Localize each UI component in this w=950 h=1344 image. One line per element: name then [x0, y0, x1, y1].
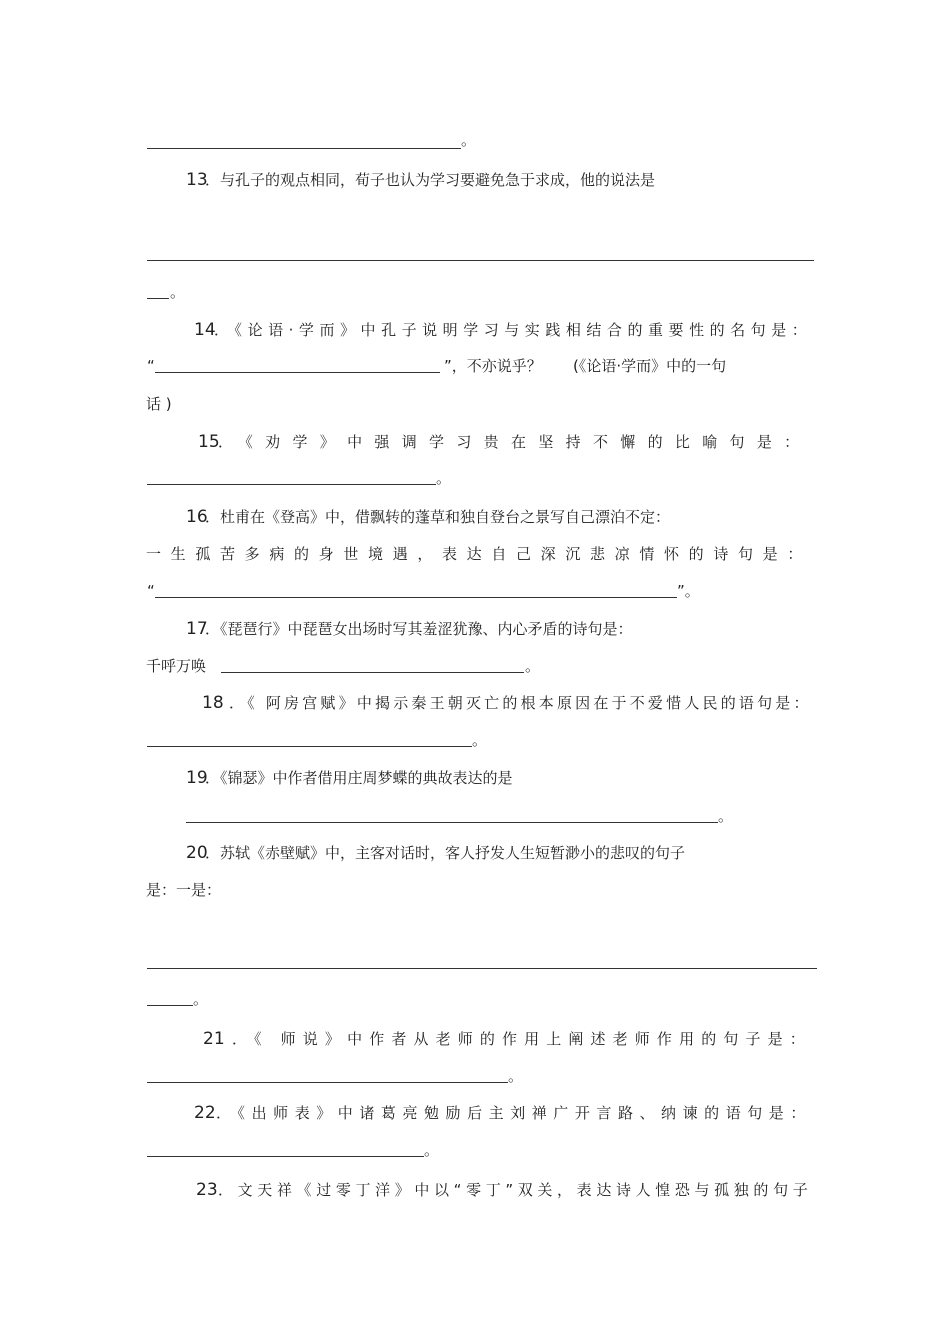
question-14-line2: [0, 354, 950, 378]
answer-blank[interactable]: [186, 804, 718, 823]
answer-line-13a: [0, 242, 950, 266]
question-21-line2: [0, 1064, 950, 1088]
question-number: 19: [186, 768, 208, 788]
question-text: ．《出师表》中诸葛亮勉励后主刘禅广开言路、纳谏的语句是：: [216, 1104, 812, 1122]
question-number: 20: [186, 843, 208, 863]
question-22-line2: [0, 1138, 950, 1162]
question-15-line2: [0, 466, 950, 490]
period-mark: 。: [424, 1141, 440, 1159]
quote-continuation: ”，不亦说乎？: [444, 357, 542, 375]
question-17: [0, 617, 950, 641]
answer-line-20b: [0, 987, 950, 1011]
source-note-tail: 话 ): [146, 395, 172, 413]
question-number: 14: [194, 320, 216, 340]
question-number: 13: [186, 170, 208, 190]
answer-line-20a: [0, 950, 950, 974]
quoted-prefix: 千呼万唤: [146, 657, 207, 675]
question-text: ．《劝学》中强调学习贵在坚持不懈的比喻句是：: [218, 433, 812, 451]
answer-blank[interactable]: [221, 654, 524, 673]
period-mark: 。: [461, 131, 477, 149]
question-18: [0, 691, 950, 715]
answer-blank[interactable]: [147, 130, 461, 149]
question-20: [0, 841, 950, 865]
period-mark: 。: [718, 807, 734, 825]
question-number: 18: [202, 693, 224, 713]
question-22: [0, 1101, 950, 1125]
question-text: ．《论语·学而》中孔子说明学习与实践相结合的重要性的名句是：: [214, 321, 813, 339]
question-text: 是：一是：: [146, 881, 222, 899]
answer-blank[interactable]: [147, 950, 817, 969]
period-mark: 。: [525, 657, 541, 675]
question-13: [0, 168, 950, 192]
question-text: ．文天祥《过零丁洋》中以“零丁”双关，表达诗人惶恐与孤独的句子: [218, 1181, 813, 1199]
answer-blank[interactable]: [147, 1138, 424, 1157]
question-23: [0, 1178, 950, 1202]
question-21: [0, 1027, 950, 1051]
period-mark: 。: [170, 283, 186, 301]
question-number: 22: [194, 1103, 216, 1123]
question-text: ．《锦瑟》中作者借用庄周梦蝶的典故表达的是: [205, 769, 513, 787]
period-mark: 。: [193, 990, 209, 1008]
source-note: (《论语·学而》中的一句: [573, 357, 727, 375]
question-16-line2: [0, 542, 950, 566]
answer-blank[interactable]: [147, 728, 472, 747]
period-mark: 。: [508, 1067, 524, 1085]
question-text: ．苏轼《赤壁赋》中，主客对话时，客人抒发人生短暂渺小的悲叹的句子: [205, 844, 686, 862]
answer-blank[interactable]: [147, 280, 169, 299]
question-18-line2: [0, 728, 950, 752]
question-14-line3: [0, 392, 950, 416]
question-number: 23: [196, 1180, 218, 1200]
question-text: ．《 师说》中作者从老师的作用上阐述老师作用的句子是：: [232, 1030, 812, 1048]
answer-blank[interactable]: [155, 354, 440, 373]
answer-blank[interactable]: [147, 987, 193, 1006]
question-text: 一生孤苦多病的身世境遇，表达自己深沉悲凉情怀的诗句是：: [146, 545, 813, 563]
question-20-line2: [0, 878, 950, 902]
question-number: 16: [186, 507, 208, 527]
question-16: [0, 505, 950, 529]
answer-line-12: [0, 128, 950, 152]
open-quote: “: [147, 357, 155, 375]
question-17-line2: [0, 654, 950, 678]
question-number: 17: [186, 619, 208, 639]
answer-line-13b: [0, 280, 950, 304]
period-mark: 。: [472, 731, 488, 749]
question-14: [0, 318, 950, 342]
open-quote: “: [147, 582, 155, 600]
period-mark: 。: [436, 469, 452, 487]
question-text: ．《 阿房宫赋》中揭示秦王朝灭亡的根本原因在于不爱惜人民的语句是：: [229, 694, 812, 712]
question-number: 21: [203, 1029, 225, 1049]
close-quote: ”。: [677, 582, 700, 600]
answer-blank[interactable]: [147, 1064, 508, 1083]
answer-blank[interactable]: [155, 579, 677, 598]
question-text: ．《琵琶行》中琵琶女出场时写其羞涩犹豫、内心矛盾的诗句是：: [205, 620, 633, 638]
question-text: ．与孔子的观点相同，荀子也认为学习要避免急于求成，他的说法是: [205, 171, 656, 189]
question-16-line3: [0, 579, 950, 603]
question-number: 15: [198, 432, 220, 452]
answer-blank[interactable]: [147, 466, 436, 485]
answer-blank[interactable]: [147, 242, 814, 261]
question-text: ．杜甫在《登高》中，借飘转的蓬草和独自登台之景写自己漂泊不定：: [205, 508, 671, 526]
question-19-line2: [0, 804, 950, 828]
question-15: [0, 430, 950, 454]
question-19: [0, 766, 950, 790]
